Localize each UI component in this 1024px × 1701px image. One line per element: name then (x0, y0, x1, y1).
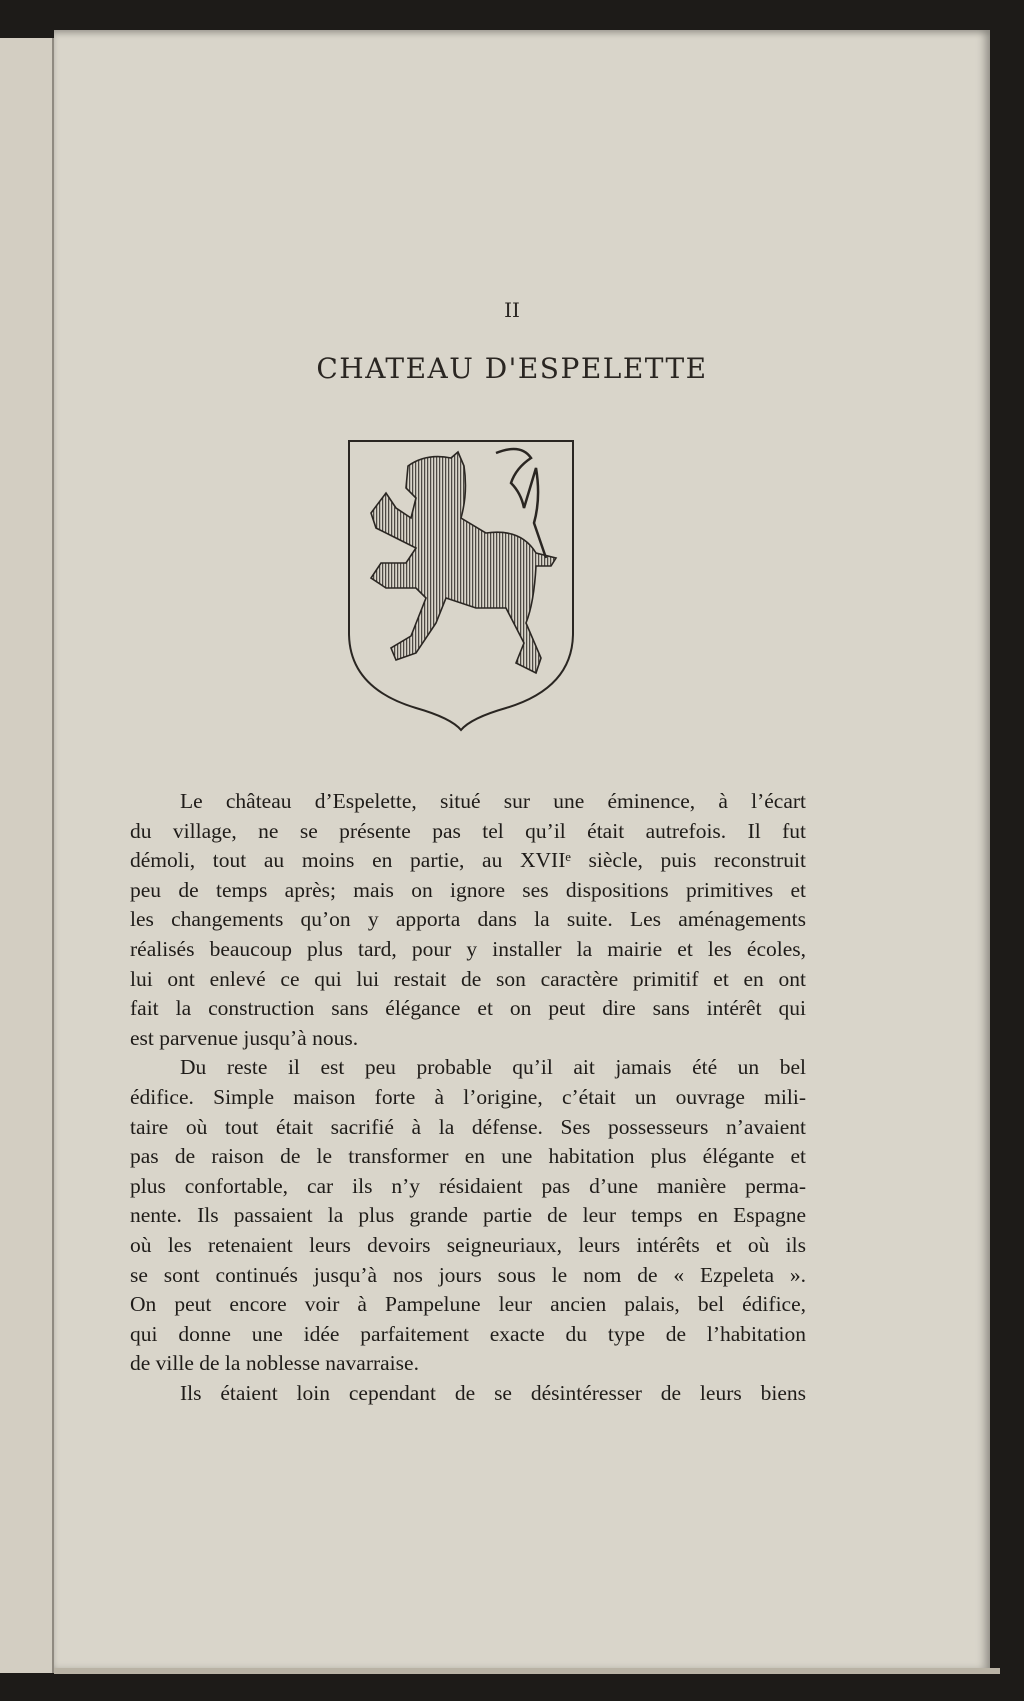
text-line: fait la construction sans élégance et on peut dire sans intérêt qui (130, 996, 806, 1021)
text-line: où les retenaient leurs devoirs seigneuriaux, leurs intérêts et où ils (130, 1232, 806, 1257)
text-line: nente. Ils passaient la plus grande partie de leur temps en Espagne (130, 1203, 806, 1228)
chapter-number: II (504, 298, 520, 322)
text-line: Le château d’Espelette, situé sur une éminence, à l’écart (180, 789, 806, 813)
text-line: Du reste il est peu probable qu’il ait jamais été un bel (180, 1055, 806, 1080)
text-line: lui ont enlevé ce qui lui restait de son caractère primitif et en ont (130, 966, 806, 991)
body-text (130, 787, 806, 1408)
coat-of-arms-illustration (346, 438, 576, 734)
text-line: Ils étaient loin cependant de se désintéresser de leurs biens (180, 1380, 806, 1405)
text-line: qui donne une idée parfaitement exacte du type de l’habitation (130, 1321, 806, 1346)
text-line: taire où tout était sacrifié à la défense. Ses possesseurs n’avaient (130, 1114, 806, 1139)
text-line: On peut encore voir à Pampelune leur ancien palais, bel édifice, (130, 1292, 806, 1317)
text-line: se sont continués jusqu’à nos jours sous le nom de « Ezpeleta ». (130, 1262, 806, 1287)
text-line: plus confortable, car ils n’y résidaient pas d’une manière perma- (130, 1173, 806, 1198)
text-line: réalisés beaucoup plus tard, pour y installer la mairie et les écoles, (130, 936, 806, 961)
text-line: du village, ne se présente pas tel qu’il était autrefois. Il fut (130, 818, 806, 843)
text-line: les changements qu’on y apporta dans la suite. Les aménagements (130, 907, 806, 932)
lion-rampant (371, 452, 556, 673)
book-page (54, 30, 990, 1670)
text-line: peu de temps après; mais on ignore ses dispositions primitives et (130, 877, 806, 902)
facing-page-edge (0, 38, 54, 1673)
text-line: pas de raison de le transformer en une habitation plus élégante et (130, 1144, 806, 1169)
chapter-title: CHATEAU D'ESPELETTE (316, 352, 708, 385)
page-bottom-edge (54, 1668, 1000, 1674)
text-line: démoli, tout au moins en partie, au XVIIᵉ siècle, puis reconstruit (130, 848, 806, 873)
text-line: est parvenue jusqu’à nous. (130, 1025, 359, 1050)
text-line: édifice. Simple maison forte à l’origine, c’était un ouvrage mili- (130, 1084, 806, 1109)
text-line: de ville de la noblesse navarraise. (130, 1351, 419, 1376)
